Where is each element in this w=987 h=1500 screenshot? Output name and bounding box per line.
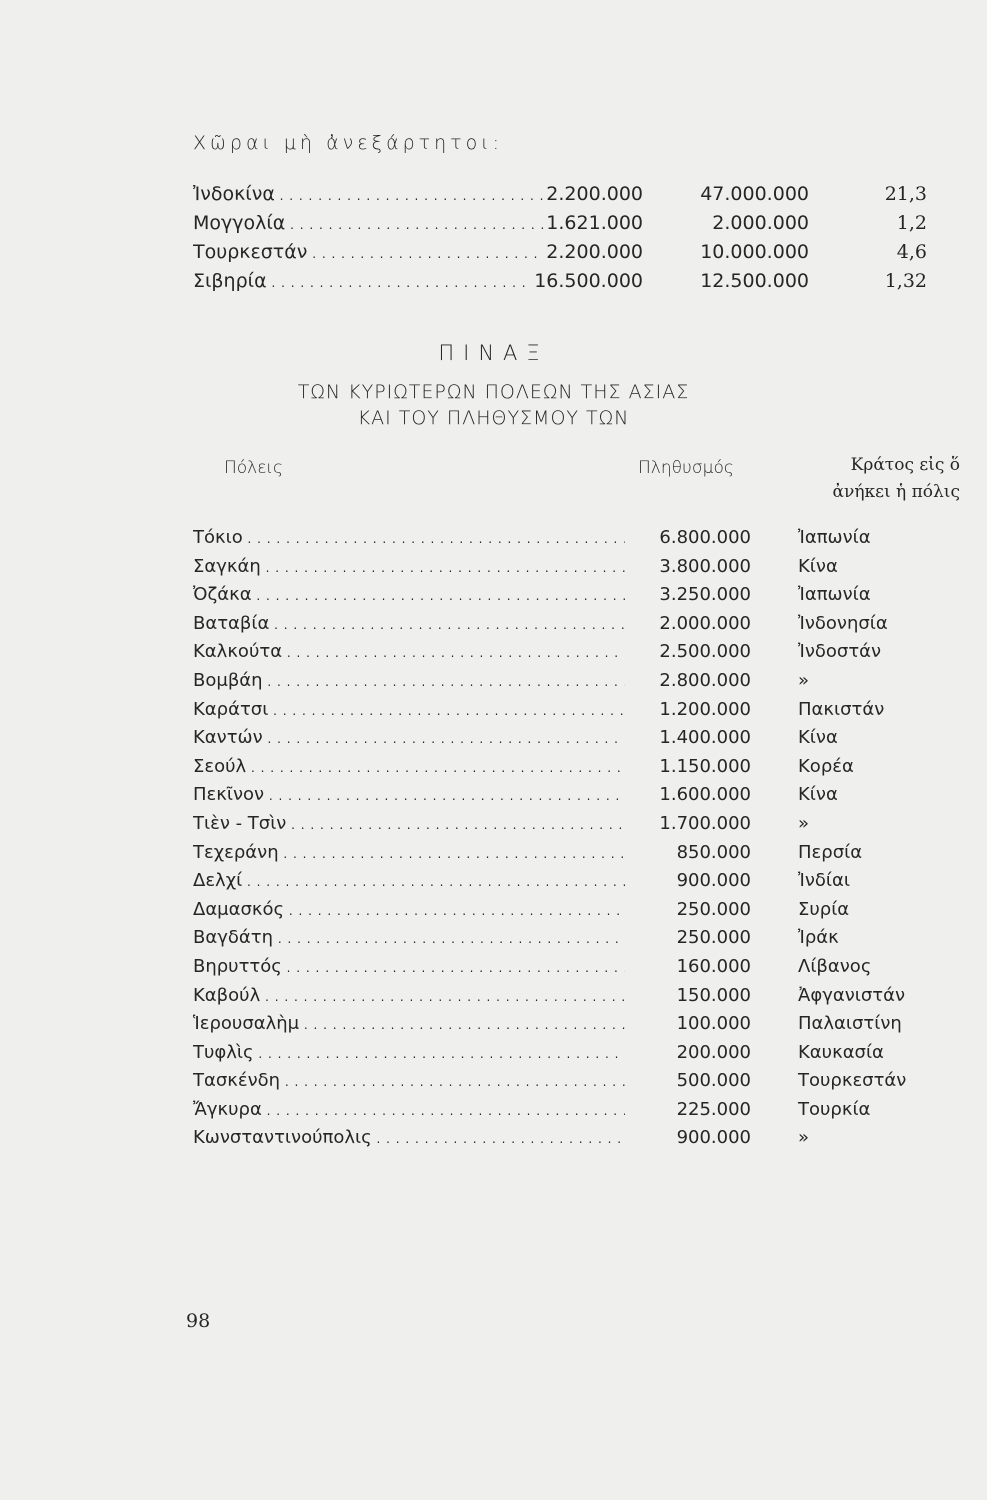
city-name: Καλκούτα [193,641,283,663]
city-population: 850.000 [676,841,751,863]
territory-name: Τουρκεστάν [193,241,308,263]
table-row [193,953,933,982]
territory-population: 47.000.000 [700,183,809,205]
table-row [193,209,933,238]
table-row [193,638,933,667]
table-row [193,982,933,1011]
city-name: Δαμασκός [193,898,285,920]
table-row [193,180,933,209]
table-row [193,267,933,296]
city-state: Τουρκεστάν [798,1070,907,1092]
table-row [193,867,933,896]
city-name: Τασκένδη [193,1070,281,1092]
city-population: 6.800.000 [659,527,751,548]
city-name: Καβούλ [193,984,261,1006]
table-row [193,1010,933,1039]
table-row [193,667,933,696]
table-row [193,1039,933,1068]
column-header-city: Πόλεις [224,458,283,478]
city-population: 160.000 [676,955,751,977]
city-name: Κωνσταντινούπολις [193,1127,372,1149]
city-population: 225.000 [676,1098,751,1120]
city-state: Τουρκία [798,1098,871,1120]
territory-name: Μογγολία [193,212,286,234]
city-population: 900.000 [676,1127,751,1149]
city-state: Ἰνδονησία [798,612,888,634]
table-subtitle-line1: ΤΩΝ ΚΥΡΙΩΤΕΡΩΝ ΠΟΛΕΩΝ ΤΗΣ ΑΣΙΑΣ [297,381,690,403]
section-heading: Χῶραι μὴ ἀνεξάρτητοι: [193,132,503,154]
city-state: Παλαιστίνη [798,1013,902,1035]
city-population: 100.000 [676,1013,751,1035]
territory-population: 10.000.000 [700,241,809,263]
table-row [193,610,933,639]
city-population: 2.800.000 [659,669,751,691]
column-header-state [800,452,960,506]
table-subtitle-line2: ΚΑΙ ΤΟΥ ΠΛΗΘΥΣΜΟΥ ΤΩΝ [357,407,630,429]
city-name: Ἄγκυρα [193,1098,262,1120]
territory-value: 1,2 [896,212,927,234]
territory-population: 2.000.000 [712,212,809,234]
table-row [193,581,933,610]
territory-population: 12.500.000 [700,270,809,292]
city-state: Ἰαπωνία [798,527,871,548]
city-population: 2.000.000 [659,612,751,634]
territory-area: 2.200.000 [544,180,643,209]
territory-value: 1,32 [884,270,927,292]
table-row [193,696,933,725]
table-row [193,924,933,953]
city-state: Κορέα [798,755,854,777]
city-population: 900.000 [676,870,751,892]
city-population: 500.000 [676,1070,751,1092]
city-state: Λίβανος [798,955,872,977]
table-row [193,810,933,839]
territory-value: 4,6 [896,241,927,263]
city-name: Βομβάη [193,669,263,691]
city-state: Καυκασία [798,1041,884,1063]
city-population: 2.500.000 [659,641,751,663]
city-state: Περσία [798,841,863,863]
city-name: Τόκιο [193,527,243,548]
city-name: Πεκῖνον [193,784,265,806]
city-population: 1.600.000 [659,784,751,806]
city-population: 3.800.000 [659,555,751,577]
territory-area: 16.500.000 [532,267,643,296]
city-name: Βαταβία [193,612,270,634]
table-row [193,1096,933,1125]
column-header-state-line1: Κράτος εἰς ὅ [850,455,960,475]
territory-value: 21,3 [884,183,927,205]
city-name: Σεούλ [193,755,247,777]
city-name: Καράτσι [193,698,269,720]
city-name: Τιὲν - Τσὶν [193,812,287,834]
city-population: 1.700.000 [659,812,751,834]
city-state: Ἀφγανιστάν [798,984,906,1006]
city-name: Ὀζάκα [193,584,252,606]
table-row [193,753,933,782]
table-row [193,1124,933,1153]
city-name: Δελχί [193,870,243,892]
city-state: Συρία [798,898,850,920]
city-state: Ἰνδοστάν [798,641,882,663]
city-name: Βαγδάτη [193,927,273,949]
city-name: Τεχεράνη [193,841,279,863]
city-state: Κίνα [798,727,838,749]
territories-list [193,180,933,296]
city-state: Ἰνδίαι [798,870,850,892]
city-population: 1.400.000 [659,727,751,749]
city-population: 150.000 [676,984,751,1006]
city-state: Ἰράκ [798,927,839,949]
city-state: » [798,669,810,691]
table-title: ΠΙΝΑΞ [438,341,549,365]
table-row [193,238,933,267]
territory-area: 2.200.000 [544,238,643,267]
city-name: Βηρυττός [193,955,282,977]
city-name: Σαγκάη [193,555,261,577]
city-state: » [798,812,810,834]
cities-table [193,524,933,1153]
territory-name: Ἰνδοκίνα [193,183,275,205]
column-header-population: Πληθυσμός [638,458,734,478]
table-row [193,781,933,810]
city-name: Τυφλὶς [193,1041,254,1063]
city-population: 250.000 [676,898,751,920]
city-state: Κίνα [798,555,838,577]
city-name: Καντών [193,727,263,749]
city-state: » [798,1127,810,1149]
table-row [193,724,933,753]
table-row [193,553,933,582]
city-state: Ἰαπωνία [798,584,871,606]
page-number: 98 [186,1310,211,1332]
city-state: Πακιστάν [798,698,885,720]
territory-area: 1.621.000 [544,209,643,238]
city-state: Κίνα [798,784,838,806]
table-row [193,1067,933,1096]
city-population: 3.250.000 [659,584,751,606]
table-row [193,524,933,553]
city-population: 1.200.000 [659,698,751,720]
city-population: 1.150.000 [659,755,751,777]
column-header-state-line2: ἀνήκει ἡ πόλις [832,482,960,502]
table-row [193,839,933,868]
city-name: Ἱερουσαλὴμ [193,1013,300,1035]
city-population: 250.000 [676,927,751,949]
territory-name: Σιβηρία [193,270,267,292]
table-row [193,896,933,925]
city-population: 200.000 [676,1041,751,1063]
